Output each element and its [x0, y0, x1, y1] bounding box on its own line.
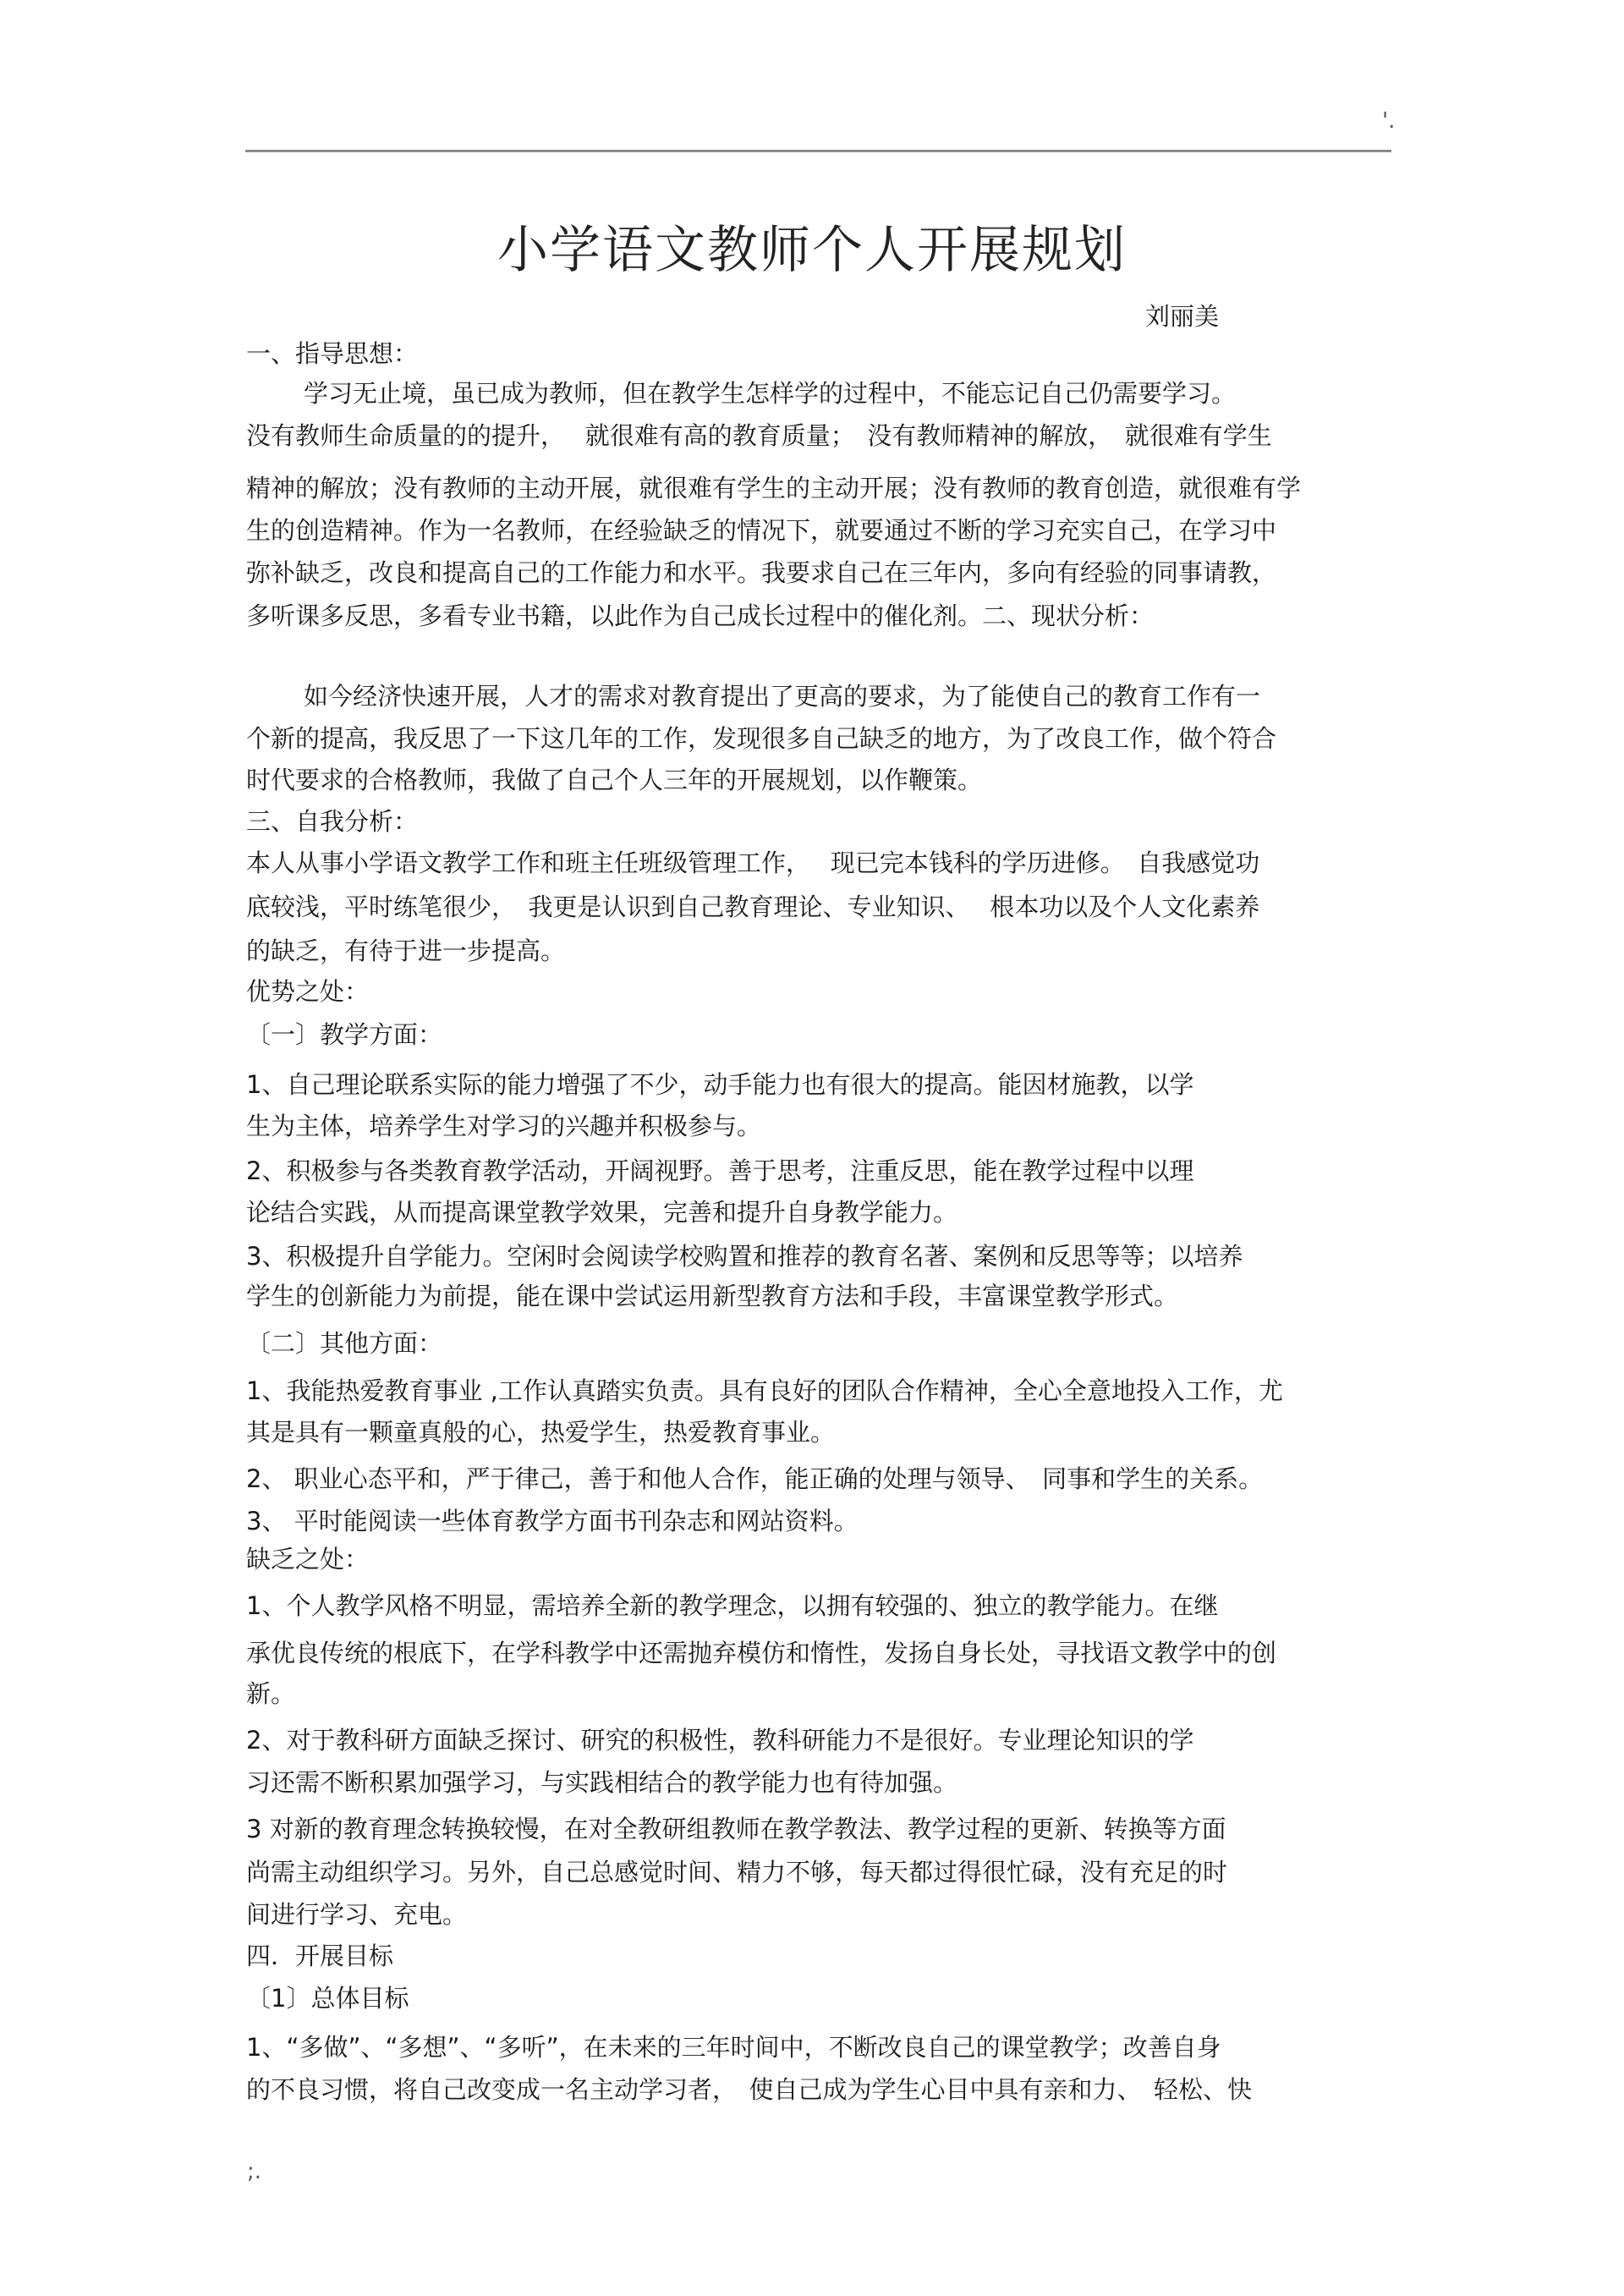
list-item-line: 2、对于教科研方面缺乏探讨、研究的积极性，教科研能力不是很好。专业理论知识的学 [246, 1726, 1194, 1755]
list-item-line: 3、积极提升自学能力。空闲时会阅读学校购置和推荐的教育名著、案例和反思等等；以培养 [246, 1242, 1243, 1271]
paragraph-line: 多听课多反思，多看专业书籍，以此作为自己成长过程中的催化剂。二、现状分析： [246, 601, 1155, 630]
section-heading-self-analysis: 三、自我分析： [246, 807, 419, 836]
header-rule [245, 150, 1391, 152]
list-item-line: 尚需主动组织学习。另外，自己总感觉时间、精力不够，每天都过得很忙碌，没有充足的时 [246, 1858, 1228, 1887]
subheading-teaching: 〔一〕教学方面： [246, 1020, 443, 1049]
corner-mark-bottom: ;. [247, 2159, 262, 2184]
subheading-other: 〔二〕其他方面： [246, 1329, 443, 1358]
paragraph-line: 生的创造精神。作为一名教师，在经验缺乏的情况下，就要通过不断的学习充实自己，在学习中 [246, 516, 1277, 545]
list-item-line: 2、 职业心态平和，严于律己，善于和他人合作，能正确的处理与领导、 同事和学生的关系。 [246, 1464, 1264, 1493]
list-item-line: 其是具有一颗童真般的心，热爱学生，热爱教育事业。 [246, 1418, 836, 1447]
list-item-line: 习还需不断积累加强学习，与实践相结合的教学能力也有待加强。 [246, 1768, 958, 1797]
corner-mark-top: '. [1382, 108, 1396, 134]
paragraph-line: 时代要求的合格教师，我做了自己个人三年的开展规划，以作鞭策。 [246, 766, 983, 794]
section-heading-guiding-thought: 一、指导思想： [246, 339, 419, 368]
list-item-line: 论结合实践，从而提高课堂教学效果，完善和提升自身教学能力。 [246, 1198, 958, 1227]
list-item-line: 生为主体，培养学生对学习的兴趣并积极参与。 [246, 1112, 762, 1140]
paragraph-line: 的缺乏，有待于进一步提高。 [246, 937, 566, 965]
paragraph-line: 学习无止境，虽已成为教师，但在教学生怎样学的过程中，不能忘记自己仍需要学习。 [304, 379, 1237, 408]
paragraph-line: 底较浅，平时练笔很少， 我更是认识到自己教育理论、专业知识、 根本功以及个人文化素养 [246, 893, 1260, 921]
list-item-line: 2、积极参与各类教育教学活动，开阔视野。善于思考，注重反思，能在教学过程中以理 [246, 1156, 1194, 1185]
paragraph-line: 个新的提高，我反思了一下这几年的工作，发现很多自己缺乏的地方，为了改良工作，做个符合 [246, 724, 1277, 753]
list-item-line: 1、自己理论联系实际的能力增强了不少，动手能力也有很大的提高。能因材施教，以学 [246, 1070, 1194, 1099]
paragraph-line: 弥补缺乏，改良和提高自己的工作能力和水平。我要求自己在三年内，多向有经验的同事请教， [246, 558, 1277, 587]
subheading-strengths: 优势之处： [246, 977, 370, 1006]
document-title: 小学语文教师个人开展规划 [497, 221, 1127, 280]
section-heading-goals: 四．开展目标 [246, 1942, 394, 1970]
list-item-line: 1、“多做”、“多想”、“多听”，在未来的三年时间中，不断改良自己的课堂教学；改善自身 [246, 2033, 1221, 2062]
paragraph-line: 没有教师生命质量的的提升， 就很难有高的教育质量； 没有教师精神的解放， 就很难有学生 [246, 421, 1272, 450]
list-item-line: 1、个人教学风格不明显，需培养全新的教学理念，以拥有较强的、独立的教学能力。在继 [246, 1591, 1219, 1620]
subheading-overall-goal: 〔1〕总体目标 [246, 1984, 409, 2013]
list-item-line: 3 对新的教育理念转换较慢，在对全教研组教师在教学教法、教学过程的更新、转换等方面 [246, 1815, 1226, 1843]
paragraph-line: 如今经济快速开展，人才的需求对教育提出了更高的要求，为了能使自己的教育工作有一 [304, 682, 1261, 711]
list-item-line: 承优良传统的根底下，在学科教学中还需抛弃模仿和惰性，发扬自身长处，寻找语文教学中的创 [246, 1639, 1277, 1667]
list-item-line: 3、 平时能阅读一些体育教学方面书刊杂志和网站资料。 [246, 1507, 859, 1535]
list-item-line: 1、我能热爱教育事业 ,工作认真踏实负责。具有良好的团队合作精神，全心全意地投入工作，尤 [246, 1376, 1283, 1405]
list-item-line: 间进行学习、充电。 [246, 1900, 468, 1929]
subheading-weaknesses: 缺乏之处： [246, 1545, 370, 1574]
paragraph-line: 本人从事小学语文教学工作和班主任班级管理工作， 现已完本钱科的学历进修。 自我感觉功 [246, 849, 1260, 877]
paragraph-line: 精神的解放；没有教师的主动开展，就很难有学生的主动开展；没有教师的教育创造，就很难有学 [246, 474, 1302, 503]
list-item-line: 的不良习惯，将自己改变成一名主动学习者， 使自己成为学生心目中具有亲和力、 轻松、快 [246, 2075, 1253, 2104]
author-name: 刘丽美 [1145, 302, 1220, 331]
list-item-line: 新。 [246, 1679, 296, 1708]
list-item-line: 学生的创新能力为前提，能在课中尝试运用新型教育方法和手段，丰富课堂教学形式。 [246, 1282, 1179, 1310]
